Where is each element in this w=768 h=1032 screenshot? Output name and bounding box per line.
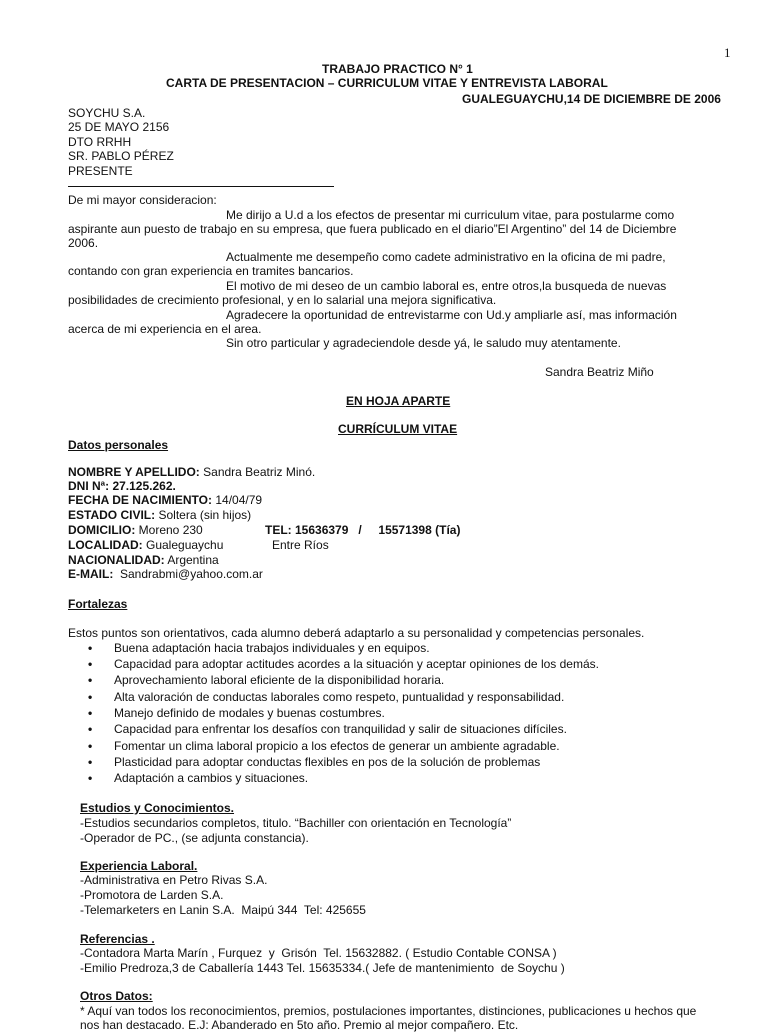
recipient-presente: PRESENTE xyxy=(68,164,133,178)
recipient-company: SOYCHU S.A. xyxy=(68,106,146,120)
list-item-text: Fomentar un clima laboral propicio a los efectos de generar un ambiente agradable. xyxy=(114,739,560,753)
page-number: 1 xyxy=(724,45,731,60)
field-value: 14/04/79 xyxy=(215,493,263,507)
field-label: NOMBRE Y APELLIDO: xyxy=(68,465,200,479)
field-label: DOMICILIO: xyxy=(68,523,136,537)
field-value: 27.125.262. xyxy=(112,479,176,493)
bullet-icon: • xyxy=(88,673,93,687)
bullet-icon: • xyxy=(88,722,93,736)
field-email xyxy=(68,567,263,581)
en-hoja-aparte: EN HOJA APARTE xyxy=(346,394,451,408)
bullet-icon: • xyxy=(88,657,93,671)
letter-line: 2006. xyxy=(68,236,99,250)
bullet-icon: • xyxy=(88,771,93,785)
experiencia-item: -Administrativa en Petro Rivas S.A. xyxy=(80,873,268,887)
experiencia-heading: Experiencia Laboral. xyxy=(80,859,198,873)
field-tel: TEL: 15636379 / 15571398 (Tía) xyxy=(265,523,461,537)
fortalezas-heading: Fortalezas xyxy=(68,597,128,611)
letter-line: acerca de mi experiencia en el area. xyxy=(68,322,262,336)
field-value: Gualeguaychu xyxy=(146,538,224,552)
field-localidad xyxy=(68,538,223,552)
field-estado xyxy=(68,508,251,522)
bullet-icon: • xyxy=(88,739,93,753)
estudios-item: -Operador de PC., (se adjunta constancia). xyxy=(80,831,309,845)
letter-line: El motivo de mi deseo de un cambio laboral es, entre otros,la busqueda de nuevas xyxy=(226,279,667,293)
experiencia-item: -Telemarketers en Lanin S.A. Maipú 344 Tel: 425655 xyxy=(80,903,366,917)
bullet-icon: • xyxy=(88,690,93,704)
list-item-text: Adaptación a cambios y situaciones. xyxy=(114,771,309,785)
letter-line: Agradecere la oportunidad de entrevistarme con Ud.y ampliarle así, mas información xyxy=(226,308,677,322)
fortalezas-intro: Estos puntos son orientativos, cada alumno deberá adaptarlo a su personalidad y competencias personales. xyxy=(68,626,645,640)
field-label: FECHA DE NACIMIENTO: xyxy=(68,493,212,507)
datos-heading: Datos personales xyxy=(68,438,169,452)
list-item-text: Capacidad para enfrentar los desafíos con tranquilidad y salir de situaciones difíciles. xyxy=(114,722,567,736)
experiencia-item: -Promotora de Larden S.A. xyxy=(80,888,224,902)
cv-title: CURRÍCULUM VITAE xyxy=(338,422,458,436)
field-label: ESTADO CIVIL: xyxy=(68,508,156,522)
field-label: E-MAIL: xyxy=(68,567,114,581)
letter-greeting: De mi mayor consideracion: xyxy=(68,193,217,207)
letter-line: contando con gran experiencia en tramites bancarios. xyxy=(68,264,354,278)
estudios-item: -Estudios secundarios completos, titulo. “Bachiller con orientación en Tecnología” xyxy=(80,816,512,830)
field-label: DNI Nª: xyxy=(68,479,110,493)
letter-line: Actualmente me desempeño como cadete administrativo en la oficina de mi padre, xyxy=(226,250,666,264)
list-item-text: Capacidad para adoptar actitudes acordes a la situación y aceptar opiniones de los demás. xyxy=(114,657,599,671)
field-value: Sandra Beatriz Minó. xyxy=(203,465,316,479)
field-value: Soltera (sin hijos) xyxy=(158,508,252,522)
list-item-text: Manejo definido de modales y buenas costumbres. xyxy=(114,706,385,720)
referencias-item: -Emilio Predroza,3 de Caballería 1443 Tel. 15635334.( Jefe de mantenimiento de Soychu ) xyxy=(80,961,565,975)
list-item-text: Buena adaptación hacia trabajos individuales y en equipos. xyxy=(114,641,430,655)
field-fecha xyxy=(68,493,262,507)
list-item-text: Aprovechamiento laboral eficiente de la disponibilidad horaria. xyxy=(114,673,445,687)
otros-item: * Aquí van todos los reconocimientos, premios, postulaciones importantes, distinciones, publicaciones u hechos que xyxy=(80,1004,697,1018)
field-nombre xyxy=(68,465,315,479)
recipient-department: DTO RRHH xyxy=(68,135,132,149)
otros-item: nos han destacado. E.J: Abanderado en 5to año. Premio al mejor compañero. Etc. xyxy=(80,1018,519,1032)
bullet-icon: • xyxy=(88,755,93,769)
letter-line: Sin otro particular y agradeciendole desde yá, le saludo muy atentamente. xyxy=(226,336,621,350)
field-label: NACIONALIDAD: xyxy=(68,553,165,567)
bullet-icon: • xyxy=(88,641,93,655)
field-label: LOCALIDAD: xyxy=(68,538,143,552)
referencias-item: -Contadora Marta Marín , Furquez y Grisón Tel. 15632882. ( Estudio Contable CONSA ) xyxy=(80,946,557,960)
recipient-address: 25 DE MAYO 2156 xyxy=(68,120,170,134)
field-domicilio xyxy=(68,523,203,537)
otros-heading: Otros Datos: xyxy=(80,989,153,1003)
doc-title: TRABAJO PRACTICO N° 1 xyxy=(322,62,473,76)
divider-line xyxy=(68,186,334,187)
list-item-text: Plasticidad para adoptar conductas flexibles en pos de la solución de problemas xyxy=(114,755,541,769)
letter-signature: Sandra Beatriz Miño xyxy=(545,365,654,379)
list-item-text: Alta valoración de conductas laborales como respeto, puntualidad y responsabilidad. xyxy=(114,690,565,704)
email-value: Sandrabmi@yahoo.com.ar xyxy=(120,567,263,581)
field-value: Argentina xyxy=(167,553,219,567)
field-provincia: Entre Ríos xyxy=(272,538,329,552)
letter-line: aspirante aun puesto de trabajo en su empresa, que fuera publicado en el diario”El Argentino” del 14 de Diciembre xyxy=(68,222,677,236)
doc-subtitle: CARTA DE PRESENTACION – CURRICULUM VITAE Y ENTREVISTA LABORAL xyxy=(166,76,608,90)
estudios-heading: Estudios y Conocimientos. xyxy=(80,801,235,815)
recipient-person: SR. PABLO PÉREZ xyxy=(68,149,174,163)
letter-line: Me dirijo a U.d a los efectos de presentar mi curriculum vitae, para postularme como xyxy=(226,208,675,222)
field-dni xyxy=(68,479,176,493)
referencias-heading: Referencias . xyxy=(80,932,155,946)
field-value: Moreno 230 xyxy=(138,523,203,537)
place-date: GUALEGUAYCHU,14 DE DICIEMBRE DE 2006 xyxy=(462,92,721,106)
bullet-icon: • xyxy=(88,706,93,720)
letter-line: posibilidades de crecimiento profesional, y en lo salarial una mejora significativa. xyxy=(68,293,497,307)
field-nacionalidad xyxy=(68,553,219,567)
